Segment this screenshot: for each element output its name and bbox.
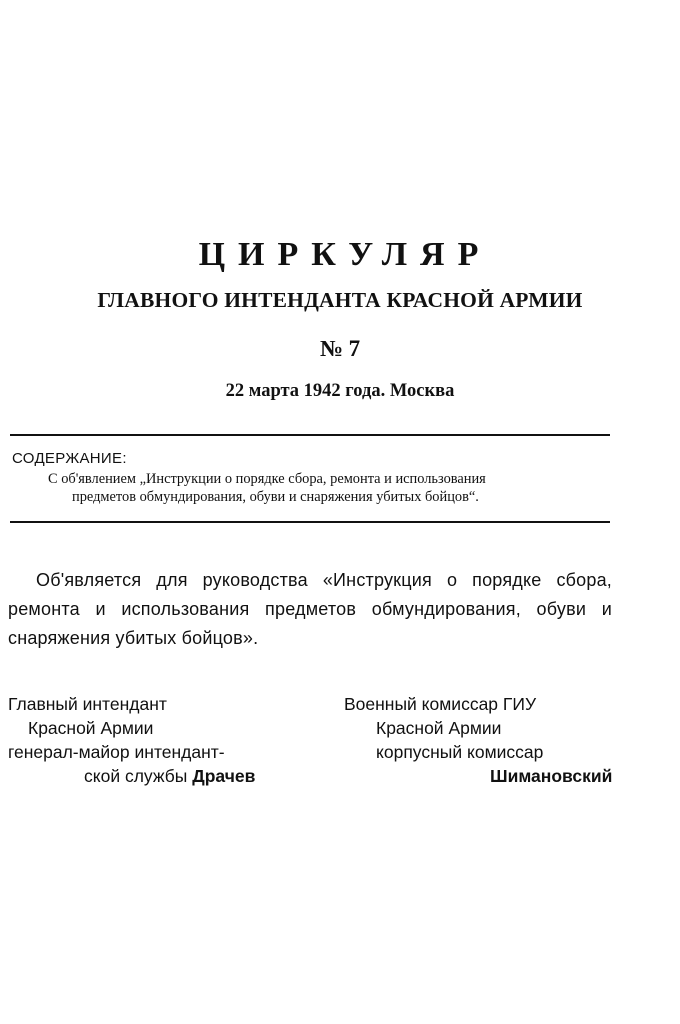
signature-right-name-line: [344, 764, 612, 788]
circular-number: № 7: [319, 336, 361, 361]
signature-left-name: Драчев: [192, 766, 256, 786]
contents-text: [48, 470, 680, 506]
bottom-divider: [10, 521, 610, 523]
signature-right-name: Шимановский: [490, 766, 613, 786]
body-paragraph: [8, 566, 612, 653]
date-place: 22 марта 1942 года. Москва: [225, 381, 455, 401]
signature-right-line-1: Военный комиссар ГИУ: [344, 694, 537, 714]
contents-line-2: предметов обмундирования, обуви и снаряжения убитых бойцов“.: [72, 489, 479, 505]
signature-left-line-3: генерал-майор интендант-: [8, 742, 225, 762]
signature-right-line-3: корпусный комиссар: [376, 742, 544, 762]
signature-right: [344, 692, 612, 788]
signature-left-line-2: Красной Армии: [28, 718, 154, 738]
top-divider: [10, 434, 610, 436]
signature-left-line-1: Главный интендант: [8, 694, 167, 714]
document-title: ЦИРКУЛЯР: [198, 236, 492, 273]
signature-right-line-2: Красной Армии: [376, 718, 502, 738]
contents-line-1: С об'явлением „Инструкции о порядке сбора, ремонта и использования: [48, 471, 486, 487]
signature-left-line-4: [8, 764, 255, 788]
document-subtitle: ГЛАВНОГО ИНТЕНДАНТА КРАСНОЙ АРМИИ: [97, 288, 583, 312]
signature-left: [8, 692, 255, 788]
body-paragraph-text: Об'является для руководства «Инструкция о порядке сбора, ремонта и использования предметов обмундирования, обуви и снаряжения убитых бойцов».: [8, 570, 612, 648]
contents-label: СОДЕРЖАНИЕ:: [12, 450, 127, 467]
signature-left-line-4-prefix: ской службы: [84, 766, 188, 786]
